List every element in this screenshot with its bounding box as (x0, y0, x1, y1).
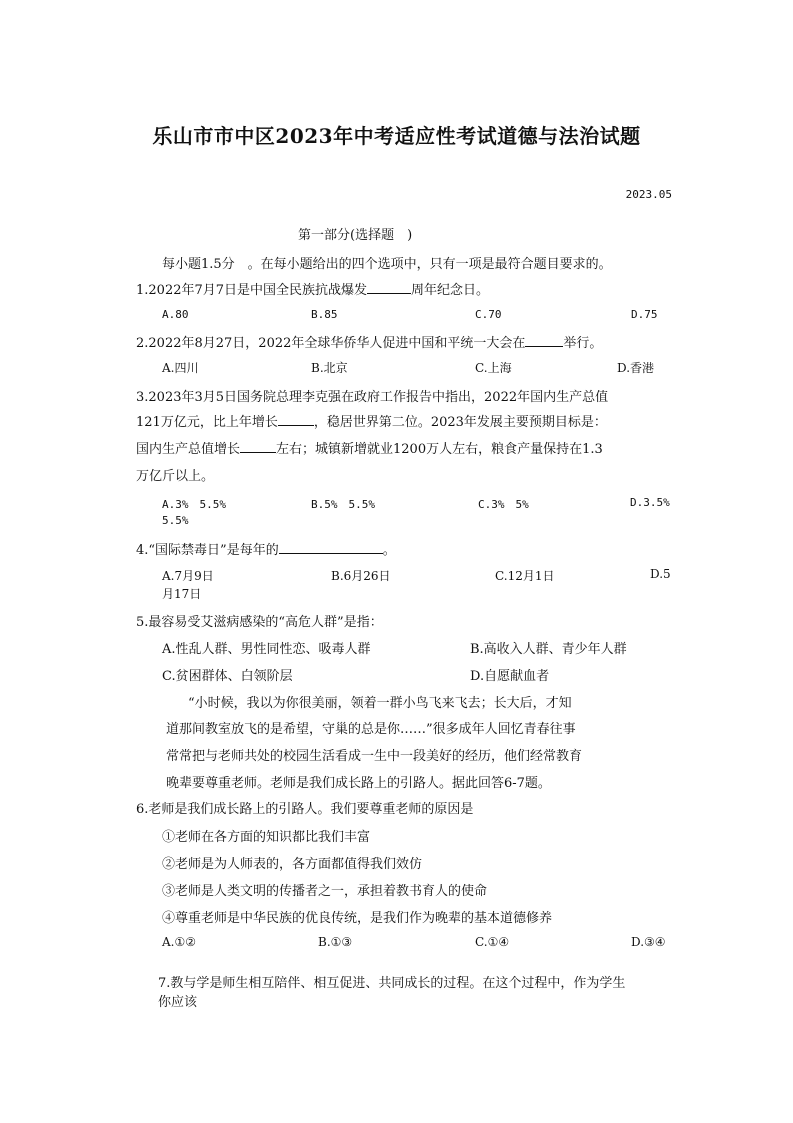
answer-blank (240, 440, 276, 453)
q6-statement: ③老师是人类文明的传播者之一，承担着教书育人的使命 (162, 884, 488, 899)
q3-option-b: B.5% 5.5% (311, 498, 375, 511)
question-1 (136, 279, 489, 298)
answer-blank (278, 413, 314, 426)
q1-option-d: D.75 (631, 308, 658, 321)
q4-option-d: D.5 (650, 567, 671, 581)
q1-option-b: B.85 (311, 308, 338, 321)
q5-option-d: D.自愿献血者 (470, 669, 550, 684)
answer-blank (367, 281, 411, 294)
question-3-stem: 121万亿元，比上年增长 (136, 415, 278, 430)
passage-line: 常常把与老师共处的校园生活看成一生中一段美好的经历，他们经常教育 (166, 749, 583, 764)
q3-option-c: C.3% 5% (478, 498, 529, 511)
q3-option-d-wrap: 5.5% (162, 514, 189, 527)
q6-option-c: C.①④ (475, 935, 510, 949)
question-2-stem-end: 举行。 (563, 336, 603, 351)
q1-option-c: C.70 (475, 308, 502, 321)
question-3-stem-2: 国内生产总值增长 (136, 442, 241, 457)
question-7-line-1: 7.教与学是师生相互陪伴、相互促进、共同成长的过程。在这个过程中，作为学生 (158, 976, 626, 991)
q6-statement: ②老师是为人师表的，各方面都值得我们效仿 (162, 857, 423, 872)
q6-option-b: B.①③ (318, 935, 353, 949)
question-3-line-2 (136, 411, 607, 430)
q2-option-b: B.北京 (311, 361, 348, 375)
question-1-stem-end: 周年纪念日。 (411, 283, 490, 298)
question-2-stem: 2.2022年8月27日，2022年全球华侨华人促进中国和平统一大会在 (136, 336, 526, 351)
q6-option-a: A.①② (162, 935, 196, 949)
part-title: 第一部分(选择题 ) (298, 228, 413, 243)
q4-option-a: A.7月9日 (162, 569, 214, 583)
q1-option-a: A.80 (162, 308, 189, 321)
question-4-stem: 4.“国际禁毒日”是每年的 (136, 543, 279, 558)
q4-option-c: C.12月1日 (495, 569, 555, 583)
question-6: 6.老师是我们成长路上的引路人。我们要尊重老师的原因是 (136, 802, 474, 817)
q6-statement: ④尊重老师是中华民族的优良传统，是我们作为晚辈的基本道德修养 (162, 911, 553, 926)
question-7-line-2: 你应该 (158, 995, 198, 1010)
question-5: 5.最容易受艾滋病感染的“高危人群”是指： (136, 615, 383, 630)
q3-option-a: A.3% 5.5% (162, 498, 226, 511)
question-1-stem: 1.2022年7月7日是中国全民族抗战爆发 (136, 283, 368, 298)
question-3-line-3 (136, 438, 603, 457)
answer-blank (279, 541, 383, 554)
q5-option-b: B.高收入人群、青少年人群 (470, 642, 627, 657)
instruction: 每小题1.5分 。在每小题给出的四个选项中，只有一项是最符合题目要求的。 (162, 257, 612, 272)
q6-statement: ①老师在各方面的知识都比我们丰富 (162, 830, 371, 845)
q2-option-d: D.香港 (617, 361, 655, 375)
exam-date: 2023.05 (625, 188, 672, 201)
question-3-line-1: 3.2023年3月5日国务院总理李克强在政府工作报告中指出，2022年国内生产总值 (136, 390, 609, 405)
q6-option-d: D.③④ (631, 935, 666, 949)
q3-option-d: D.3.5% (630, 496, 670, 509)
q4-option-b: B.6月26日 (331, 569, 391, 583)
question-2 (136, 332, 602, 351)
answer-blank (525, 334, 563, 347)
q4-option-d-wrap: 月17日 (162, 587, 202, 601)
question-4 (136, 539, 396, 558)
passage-line: 道那间教室放飞的是希望，守巢的总是你……”很多成年人回忆青春往事 (166, 722, 576, 737)
question-3-stem-3: 左右；城镇新增就业1200万人左右，粮食产量保持在1.3 (276, 442, 603, 457)
question-3-stem-cont: ，稳居世界第二位。2023年发展主要预期目标是： (313, 415, 607, 430)
passage-line: “小时候，我以为你很美丽，领着一群小鸟飞来飞去；长大后，才知 (188, 696, 572, 711)
q2-option-a: A.四川 (162, 361, 199, 375)
question-4-stem-end: 。 (382, 543, 396, 558)
passage-line: 晚辈要尊重老师。老师是我们成长路上的引路人。据此回答6-7题。 (166, 776, 551, 791)
page-title: 乐山市市中区2023年中考适应性考试道德与法治试题 (152, 124, 641, 148)
q2-option-c: C.上海 (475, 361, 512, 375)
q5-option-c: C.贫困群体、白领阶层 (162, 669, 293, 684)
q5-option-a: A.性乱人群、男性同性恋、吸毒人群 (162, 642, 371, 657)
question-3-line-4: 万亿斤以上。 (136, 469, 215, 484)
